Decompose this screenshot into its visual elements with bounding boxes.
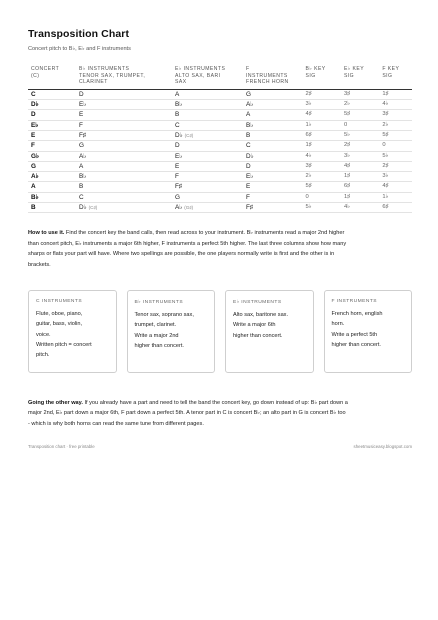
card-title: E♭ INSTRUMENTS [233,299,282,305]
table-row [28,182,412,192]
instrument-card [28,290,117,373]
how-to-use-lead: How to use it. [28,230,65,237]
alternate-spelling: (G♯) [184,205,194,211]
card-line: Alto sax, baritone sax. [233,311,289,318]
concert-cell: G♭ [28,151,76,161]
f-key-sig-cell: 1♯ [379,89,412,99]
card-line: voice. [36,331,51,338]
table-row [28,100,412,110]
footer-site: sheetmusiceasy.blogspot.com [353,444,412,450]
page-subtitle: Concert pitch to B♭, E♭ and F instruments [28,46,131,52]
eb-key-sig-cell: 6♯ [341,182,379,192]
how-to-use-text: Find the concert key the band calls, then read across to your instrument. B♭ instruments read a major 2nd higher than concert pitch, E♭ instruments a major 6th higher, F instruments a perfect 5th higher. The last three columns show how many sharps or flats your part will have. Where two spellings are possible, the one players normally write is first and the other is in brackets. [28,230,347,268]
eb-note-cell: F [172,172,243,182]
f-key-sig-cell: 1♭ [379,192,412,202]
bb-key-sig-cell: 1♯ [303,141,341,151]
bb-note-cell: G [76,141,172,151]
bb-note-cell: F [76,120,172,130]
instrument-card [324,290,413,373]
eb-key-sig-cell: 4♭ [341,203,379,213]
f-note-cell: D [243,161,303,171]
eb-key-sig-cell: 2♯ [341,141,379,151]
other-way-paragraph [28,398,412,429]
f-note-cell: E [243,182,303,192]
table-row [28,120,412,130]
card-line: higher than concert. [233,332,283,339]
bb-key-sig-cell: 6♯ [303,130,341,140]
eb-key-sig-cell: 1♯ [341,172,379,182]
eb-key-sig-cell: 3♭ [341,151,379,161]
card-title: F INSTRUMENTS [331,298,378,304]
eb-note-cell: C [172,120,243,130]
bb-note-cell: D♭ (C♯) [76,203,172,213]
f-key-sig-cell: 3♯ [379,110,412,120]
bb-note-cell: A♭ [76,151,172,161]
concert-cell: B♭ [28,192,76,202]
eb-key-sig-cell: 3♯ [341,89,379,99]
card-line: higher than concert. [331,341,381,348]
eb-note-cell: B♭ [172,100,243,110]
bb-note-cell: E [76,110,172,120]
card-line: Written pitch = concert [36,341,92,348]
concert-cell: E♭ [28,120,76,130]
other-way-text: If you already have a part and need to tell the band the concert key, go down instead of up: B♭ part down a major 2nd, E♭ part down a major 6th, F part down a perfect 5th. A tenor part in C is concert B♭; an alto part in G is concert B♭ too - which is why both horns can read the same tune from different pages. [28,399,348,427]
eb-note-cell: F♯ [172,182,243,192]
card-line: Write a major 2nd [134,332,179,339]
column-header: E♭ KEY SIG [341,66,379,89]
eb-key-sig-cell: 1♯ [341,192,379,202]
f-key-sig-cell: 6♯ [379,203,412,213]
table-row [28,130,412,140]
eb-note-cell: A [172,89,243,99]
card-title: B♭ INSTRUMENTS [134,299,184,305]
f-key-sig-cell: 4♯ [379,182,412,192]
card-line: Flute, oboe, piano, [36,310,83,317]
card-line: horn. [331,321,345,328]
eb-note-cell: A♭ (G♯) [172,203,243,213]
bb-key-sig-cell: 4♯ [303,110,341,120]
footer-caption: Transposition chart · free printable [28,444,95,450]
column-header: B♭ INSTRUMENTS TENOR SAX, TRUMPET, CLARINET [76,66,172,89]
table-row [28,110,412,120]
eb-note-cell: E [172,161,243,171]
table-body [28,89,412,213]
chart-page [28,28,412,449]
f-note-cell: A♭ [243,100,303,110]
f-note-cell: A [243,110,303,120]
bb-note-cell: B [76,182,172,192]
f-key-sig-cell: 2♭ [379,120,412,130]
page-title: Transposition Chart [28,28,130,40]
eb-note-cell: D♭ (C♯) [172,130,243,140]
table-row [28,172,412,182]
concert-cell: D♭ [28,100,76,110]
concert-cell: B [28,203,76,213]
card-body [332,309,405,350]
card-line: higher than concert. [134,342,184,349]
column-header: F INSTRUMENTS FRENCH HORN [243,66,303,89]
table-header-row [28,66,412,89]
alternate-spelling: (C♯) [184,132,194,138]
f-note-cell: C [243,141,303,151]
bb-key-sig-cell: 2♭ [303,172,341,182]
column-header: B♭ KEY SIG [303,66,341,89]
card-line: Tenor sax, soprano sax, [134,311,194,318]
instrument-card [127,290,216,373]
f-key-sig-cell: 0 [379,141,412,151]
table-row [28,203,412,213]
bb-note-cell: A [76,161,172,171]
eb-key-sig-cell: 2♭ [341,100,379,110]
f-key-sig-cell: 5♭ [379,151,412,161]
bb-key-sig-cell: 2♯ [303,89,341,99]
bb-note-cell: E♭ [76,100,172,110]
f-note-cell: B♭ [243,120,303,130]
card-line: guitar, bass, violin, [36,321,83,328]
table-row [28,89,412,99]
other-way-lead: Going the other way. [28,399,83,406]
card-line: Write a major 6th [233,322,276,329]
f-key-sig-cell: 4♭ [379,100,412,110]
concert-cell: E [28,130,76,140]
concert-cell: A [28,182,76,192]
instrument-card [225,290,314,373]
card-body [135,310,208,351]
f-note-cell: F♯ [243,203,303,213]
bb-key-sig-cell: 1♭ [303,120,341,130]
eb-key-sig-cell: 4♯ [341,161,379,171]
table-row [28,161,412,171]
table-row [28,141,412,151]
card-line: pitch. [36,352,50,359]
column-header: F KEY SIG [379,66,412,89]
table-row [28,192,412,202]
f-key-sig-cell: 3♭ [379,172,412,182]
concert-cell: A♭ [28,172,76,182]
page-footer [28,444,412,449]
card-line: French horn, english [331,310,383,317]
table-row [28,151,412,161]
bb-note-cell: C [76,192,172,202]
bb-key-sig-cell: 5♭ [303,203,341,213]
card-line: Write a perfect 5th [331,331,378,338]
column-header: CONCERT (C) [28,66,76,89]
bb-key-sig-cell: 4♭ [303,151,341,161]
card-title: C INSTRUMENTS [36,298,83,304]
bb-note-cell: B♭ [76,172,172,182]
card-body [233,310,306,341]
transposition-table [28,66,412,213]
f-note-cell: E♭ [243,172,303,182]
eb-note-cell: D [172,141,243,151]
eb-key-sig-cell: 0 [341,120,379,130]
f-key-sig-cell: 2♯ [379,161,412,171]
bb-note-cell: D [76,89,172,99]
concert-cell: C [28,89,76,99]
alternate-spelling: (C♯) [88,205,98,211]
bb-key-sig-cell: 3♯ [303,161,341,171]
eb-note-cell: G [172,192,243,202]
eb-note-cell: B [172,110,243,120]
eb-key-sig-cell: 5♭ [341,130,379,140]
f-note-cell: B [243,130,303,140]
f-note-cell: F [243,192,303,202]
column-header: E♭ INSTRUMENTS ALTO SAX, BARI SAX [172,66,243,89]
bb-note-cell: F♯ [76,130,172,140]
card-body [36,309,109,360]
f-note-cell: D♭ [243,151,303,161]
bb-key-sig-cell: 3♭ [303,100,341,110]
instrument-cards [28,290,412,373]
bb-key-sig-cell: 5♯ [303,182,341,192]
eb-note-cell: E♭ [172,151,243,161]
card-line: trumpet, clarinet. [134,322,177,329]
f-key-sig-cell: 5♯ [379,130,412,140]
concert-cell: D [28,110,76,120]
how-to-use-paragraph [28,228,412,270]
eb-key-sig-cell: 5♯ [341,110,379,120]
concert-cell: G [28,161,76,171]
concert-cell: F [28,141,76,151]
bb-key-sig-cell: 0 [303,192,341,202]
f-note-cell: G [243,89,303,99]
